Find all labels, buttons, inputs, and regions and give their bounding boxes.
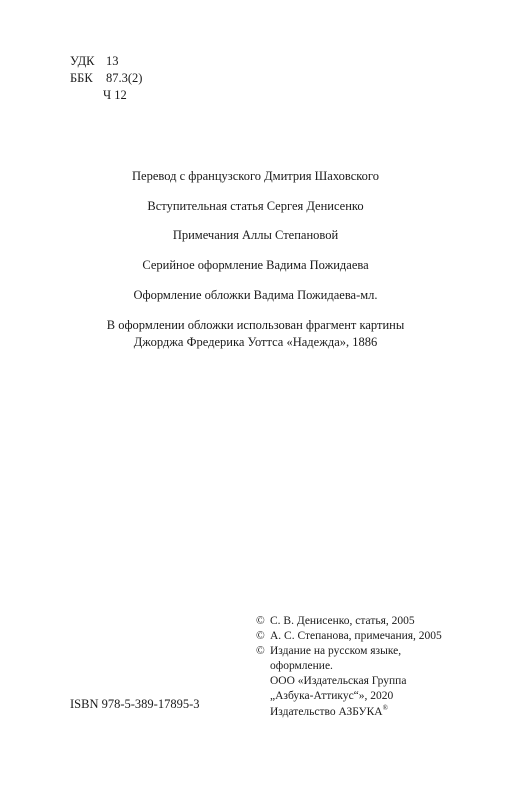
copyright-block xyxy=(256,614,442,719)
publisher-line xyxy=(256,704,442,720)
isbn: ISBN 978-5-389-17895-3 xyxy=(70,697,200,711)
copyright-item xyxy=(256,644,442,659)
registered-mark: ® xyxy=(382,703,388,712)
classification-codes xyxy=(70,53,142,104)
publisher-name: Издательство АЗБУКА xyxy=(270,705,383,718)
bbk-label: ББК xyxy=(70,70,93,85)
copyright-text: А. С. Степанова, примечания, 2005 xyxy=(270,629,442,642)
bbk-value: 87.3(2) xyxy=(106,70,143,85)
series-design-credit: Серийное оформление Вадима Пожидаева xyxy=(142,257,369,272)
copyright-text: С. В. Денисенко, статья, 2005 xyxy=(270,615,415,627)
cover-art-credit-line2: Джорджа Фредерика Уоттса «Надежда», 1886 xyxy=(133,335,378,349)
intro-credit: Вступительная статья Сергея Денисенко xyxy=(147,198,364,213)
udk-row xyxy=(70,53,142,70)
copyright-symbol: © xyxy=(256,615,265,627)
udk-value: 13 xyxy=(106,53,119,68)
credits-block xyxy=(0,169,511,351)
copyright-continuation: ООО «Издательская Группа xyxy=(270,674,407,687)
translation-credit: Перевод с французского Дмитрия Шаховского xyxy=(132,169,379,183)
cover-art-credit-line1: В оформлении обложки использован фрагмент картины xyxy=(106,318,405,333)
copyright-symbol: © xyxy=(256,629,265,642)
author-mark-row xyxy=(70,87,142,104)
copyright-item xyxy=(256,629,442,644)
cover-design-credit: Оформление обложки Вадима Пожидаева-мл. xyxy=(133,287,378,302)
copyright-continuation: „Азбука-Аттикус“», 2020 xyxy=(270,689,394,702)
copyright-symbol: © xyxy=(256,644,265,657)
author-mark: Ч 12 xyxy=(103,87,127,102)
copyright-continuation: оформление. xyxy=(270,659,333,672)
udk-label: УДК xyxy=(70,53,95,68)
copyright-text: Издание на русском языке, xyxy=(270,644,402,657)
notes-credit: Примечания Аллы Степановой xyxy=(172,228,339,243)
bbk-row xyxy=(70,70,142,87)
copyright-item xyxy=(256,614,442,629)
